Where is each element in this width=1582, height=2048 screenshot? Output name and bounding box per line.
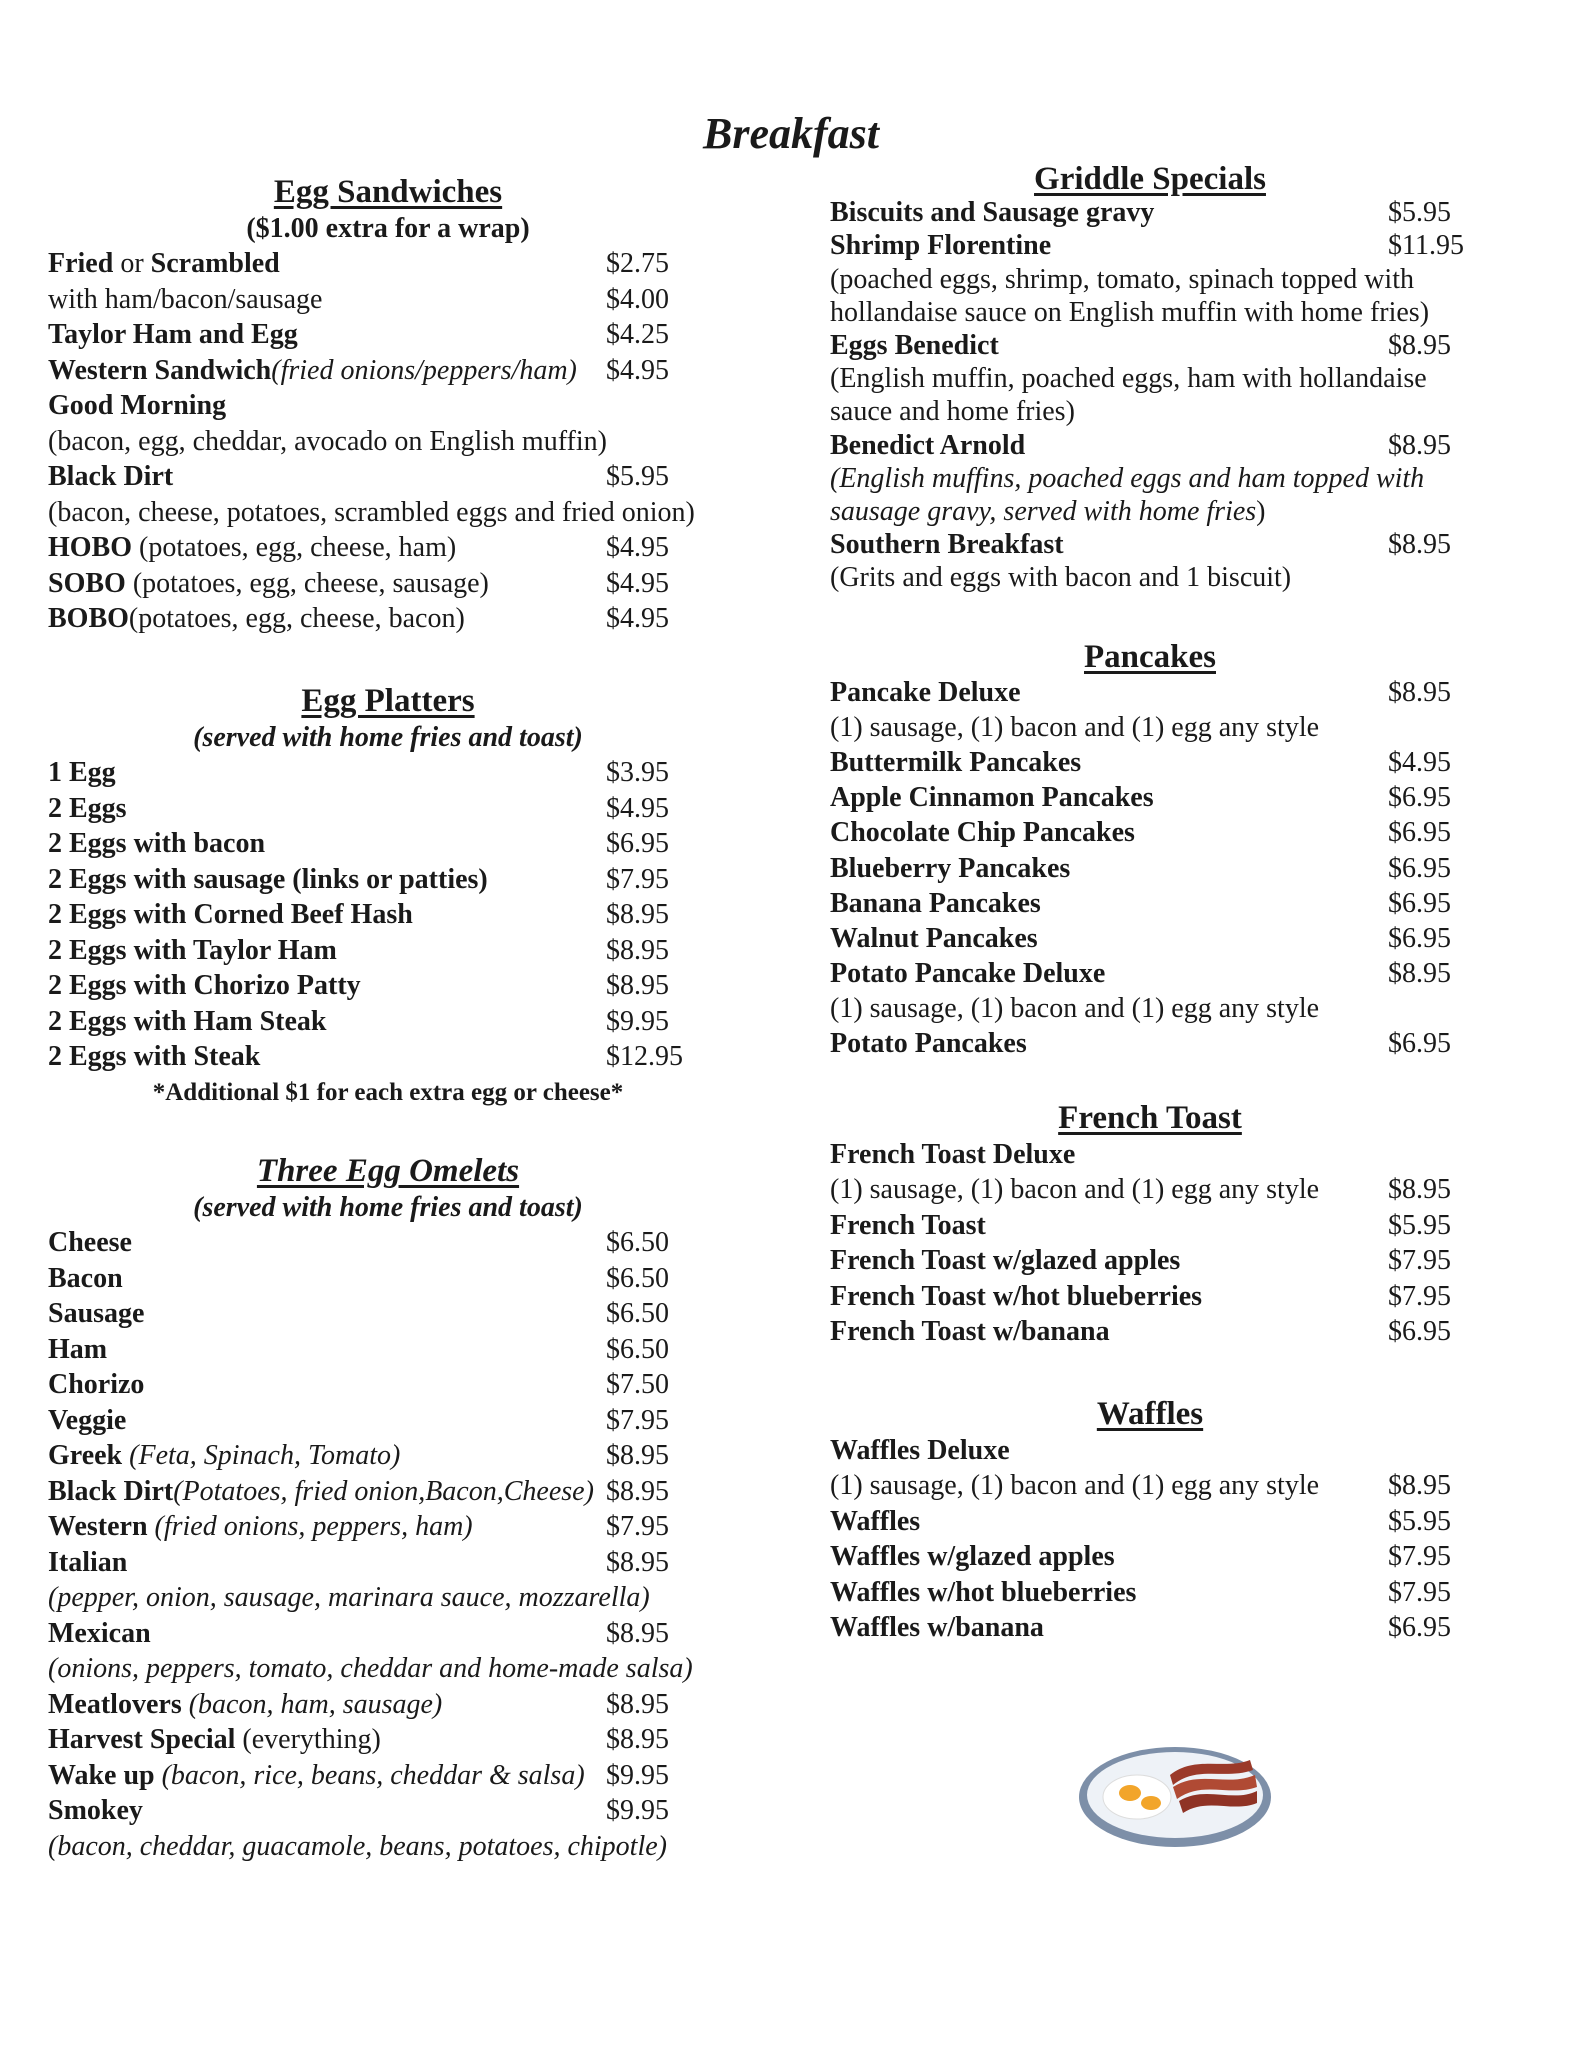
- item-price: $7.95: [606, 1404, 669, 1436]
- section-heading: Griddle Specials: [1034, 161, 1266, 197]
- menu-item-line: [830, 991, 1470, 1026]
- menu-item-line: [48, 1039, 728, 1075]
- item-name: HOBO: [48, 532, 133, 563]
- menu-item-line: [48, 353, 728, 389]
- item-name: French Toast w/hot blueberries: [830, 1280, 1203, 1312]
- item-name: Waffles w/hot blueberries: [830, 1576, 1137, 1608]
- menu-item-line: [830, 462, 1470, 495]
- item-name: French Toast w/glazed apples: [830, 1245, 1181, 1276]
- item-description: (onions, peppers, tomato, cheddar and home-made salsa): [48, 1653, 693, 1684]
- item-description: or: [113, 248, 151, 279]
- item-price: $7.95: [606, 1511, 669, 1542]
- section-subtitle: (served with home fries and toast): [193, 721, 583, 753]
- item-price: $6.95: [1388, 782, 1451, 814]
- item-price: $6.95: [1388, 1612, 1451, 1643]
- item-name: Taylor Ham and Egg: [48, 319, 298, 350]
- item-price: $11.95: [1388, 230, 1464, 262]
- item-price: $6.95: [1388, 887, 1451, 919]
- menu-item-line: [48, 1651, 728, 1687]
- item-name: 2 Eggs with bacon: [48, 828, 266, 859]
- menu-item-line: [830, 429, 1470, 462]
- menu-item-line: [48, 1332, 728, 1368]
- menu-item-line: [48, 530, 728, 566]
- menu-item-line: [830, 1610, 1470, 1646]
- item-price: $7.95: [1388, 1541, 1451, 1572]
- section-heading: Three Egg Omelets: [256, 1153, 520, 1189]
- item-name: Wake up: [48, 1759, 155, 1791]
- item-description: (bacon, egg, cheddar, avocado on English muffin): [48, 425, 607, 457]
- item-price: $5.95: [606, 461, 669, 492]
- item-name: Potato Pancakes: [830, 1028, 1027, 1060]
- item-name: Cheese: [48, 1227, 132, 1258]
- menu-item-line: [830, 528, 1470, 561]
- item-price: $4.95: [606, 532, 669, 563]
- item-name: Waffles: [830, 1505, 921, 1537]
- item-description: (Feta, Spinach, Tomato): [122, 1440, 401, 1471]
- item-description: (fried onions/peppers/ham): [271, 354, 577, 386]
- menu-item-line: [48, 1829, 728, 1865]
- menu-item-line: [830, 1279, 1470, 1315]
- item-description: (potatoes, egg, cheese, ham): [132, 532, 457, 563]
- item-name: 2 Eggs: [48, 792, 127, 824]
- item-name: Harvest Special: [48, 1724, 236, 1755]
- menu-item-line: [48, 495, 728, 531]
- menu-item-line: [830, 851, 1470, 886]
- item-price: $5.95: [1388, 1505, 1451, 1537]
- item-name: French Toast w/banana: [830, 1316, 1110, 1347]
- item-price: $7.95: [1388, 1280, 1451, 1312]
- menu-item-line: [830, 1137, 1470, 1173]
- item-name: Banana Pancakes: [830, 887, 1041, 919]
- item-price: $4.00: [606, 283, 669, 315]
- item-price: $8.95: [1388, 330, 1451, 362]
- item-description: (bacon, ham, sausage): [181, 1688, 443, 1720]
- item-name: Western: [48, 1511, 148, 1542]
- item-description: (everything): [235, 1724, 381, 1755]
- section-heading: Egg Platters: [301, 683, 475, 719]
- menu-item-line: [48, 862, 728, 898]
- menu-item-line: [830, 710, 1470, 745]
- item-price: $8.95: [1388, 957, 1451, 989]
- item-price: $4.95: [606, 354, 669, 386]
- menu-item-line: [830, 1314, 1470, 1350]
- menu-item-line: [830, 296, 1470, 329]
- menu-item-line: [48, 1616, 728, 1652]
- item-name: Chocolate Chip Pancakes: [830, 817, 1135, 849]
- item-name: Fried: [48, 248, 114, 279]
- item-price: $6.50: [606, 1227, 669, 1258]
- item-name: Blueberry Pancakes: [830, 852, 1071, 884]
- item-price: $6.50: [606, 1262, 669, 1294]
- item-name: Southern Breakfast: [830, 529, 1064, 561]
- item-name: Walnut Pancakes: [830, 922, 1038, 954]
- menu-item-line: [48, 459, 728, 495]
- section-heading: Waffles: [1096, 1396, 1204, 1432]
- menu-item-line: [48, 1367, 728, 1403]
- menu-item-line: [48, 1438, 728, 1474]
- menu-item-line: [830, 780, 1470, 815]
- section-heading: Egg Sandwiches: [273, 174, 503, 210]
- menu-item-line: [830, 561, 1470, 594]
- item-name: Ham: [48, 1333, 108, 1365]
- item-name: 1 Egg: [48, 757, 116, 788]
- menu-item-line: [830, 362, 1470, 395]
- item-name: Black Dirt: [48, 461, 174, 492]
- item-price: $8.95: [606, 1617, 669, 1649]
- item-price: $7.95: [1388, 1245, 1451, 1276]
- menu-item-line: [48, 601, 728, 637]
- menu-item-line: [830, 229, 1470, 262]
- item-name: Potato Pancake Deluxe: [830, 957, 1106, 989]
- section-griddle-specials: [830, 163, 1470, 595]
- item-name: Pancake Deluxe: [830, 677, 1021, 709]
- item-price: $7.50: [606, 1369, 669, 1400]
- menu-item-line: [830, 1468, 1470, 1504]
- item-name: Greek: [48, 1440, 123, 1471]
- menu-item-line: [830, 921, 1470, 956]
- item-description: (pepper, onion, sausage, marinara sauce, mozzarella): [48, 1582, 650, 1613]
- item-name: Benedict Arnold: [830, 429, 1026, 461]
- menu-item-line: [830, 1575, 1470, 1611]
- menu-item-line: [48, 317, 728, 353]
- menu-item-line: [830, 196, 1470, 229]
- item-price: $6.95: [1388, 852, 1451, 884]
- item-description: sauce and home fries): [830, 396, 1075, 428]
- item-price: $8.95: [1388, 529, 1451, 561]
- item-name: Shrimp Florentine: [830, 230, 1052, 262]
- item-price: $5.95: [1388, 1209, 1451, 1241]
- item-price: $8.95: [1388, 1174, 1451, 1205]
- menu-item-line: [48, 1403, 728, 1439]
- item-name: Waffles Deluxe: [830, 1434, 1010, 1466]
- item-price: $3.95: [606, 757, 669, 788]
- item-price: $6.50: [606, 1298, 669, 1329]
- section-french-toast: [830, 1101, 1470, 1350]
- item-name: 2 Eggs with sausage (links or patties): [48, 863, 488, 895]
- menu-item-line: [48, 1225, 728, 1261]
- item-name: Black Dirt: [48, 1475, 174, 1507]
- item-name: Eggs Benedict: [830, 330, 999, 362]
- menu-item-line: [48, 1687, 728, 1723]
- item-price: $8.95: [606, 1440, 669, 1471]
- menu-item-line: [48, 897, 728, 933]
- menu-item-line: [830, 1243, 1470, 1279]
- section-pancakes: [830, 640, 1470, 1061]
- menu-item-line: [830, 675, 1470, 710]
- menu-item-line: [48, 1722, 728, 1758]
- item-name: Waffles w/glazed apples: [830, 1541, 1115, 1572]
- menu-item-line: [48, 968, 728, 1004]
- menu-item-line: [830, 329, 1470, 362]
- item-price: $7.95: [1388, 1576, 1451, 1608]
- menu-item-line: [830, 263, 1470, 296]
- menu-item-line: [830, 395, 1470, 428]
- item-price: $4.25: [606, 319, 669, 350]
- item-description: hollandaise sauce on English muffin with home fries): [830, 296, 1430, 328]
- item-name: French Toast: [830, 1209, 986, 1241]
- item-name: SOBO: [48, 567, 126, 599]
- item-price: $6.95: [606, 828, 669, 859]
- item-price: $9.95: [606, 1795, 669, 1826]
- item-description: (1) sausage, (1) bacon and (1) egg any style: [830, 1174, 1320, 1205]
- item-price: $4.95: [606, 792, 669, 824]
- menu-item-line: [48, 1758, 728, 1794]
- eggs-and-bacon-plate-image: [1075, 1735, 1275, 1855]
- item-price: $6.95: [1388, 1028, 1451, 1060]
- item-name: 2 Eggs with Ham Steak: [48, 1005, 327, 1037]
- item-description: (bacon, rice, beans, cheddar & salsa): [154, 1759, 585, 1791]
- section-note: *Additional $1 for each extra egg or cheese*: [152, 1078, 624, 1106]
- item-name: Scrambled: [150, 248, 280, 279]
- item-price: $8.95: [1388, 1470, 1451, 1501]
- item-name: Western Sandwich: [48, 354, 272, 386]
- item-price: $8.95: [1388, 677, 1451, 709]
- item-description: (potatoes, egg, cheese, sausage): [125, 567, 489, 599]
- section-subtitle: ($1.00 extra for a wrap): [246, 212, 530, 244]
- item-price: $8.95: [1388, 429, 1451, 461]
- menu-item-line: [830, 1539, 1470, 1575]
- item-name: Waffles w/banana: [830, 1612, 1044, 1643]
- item-description: (Grits and eggs with bacon and 1 biscuit): [830, 562, 1292, 594]
- menu-item-line: [830, 815, 1470, 850]
- item-name: 2 Eggs with Corned Beef Hash: [48, 899, 413, 930]
- menu-item-line: [48, 1474, 728, 1510]
- menu-item-line: [48, 1004, 728, 1040]
- item-description: (1) sausage, (1) bacon and (1) egg any style: [830, 1470, 1320, 1501]
- item-price: $6.95: [1388, 922, 1451, 954]
- item-name: Good Morning: [48, 390, 227, 421]
- item-name: Biscuits and Sausage gravy: [830, 197, 1155, 229]
- item-price: $8.95: [606, 899, 669, 930]
- item-price: $12.95: [606, 1041, 683, 1072]
- item-description: ): [1256, 496, 1266, 528]
- section-three-egg-omelets: [48, 1154, 728, 1864]
- item-name: 2 Eggs with Chorizo Patty: [48, 970, 361, 1001]
- item-name: 2 Eggs with Steak: [48, 1041, 261, 1072]
- item-price: $9.95: [606, 1759, 669, 1791]
- menu-item-line: [830, 745, 1470, 780]
- menu-item-line: [830, 1172, 1470, 1208]
- section-waffles: [830, 1397, 1470, 1646]
- item-description: (English muffins, poached eggs and ham topped with: [830, 462, 1425, 494]
- item-name: Mexican: [48, 1617, 151, 1649]
- item-name: BOBO: [48, 603, 129, 634]
- item-price: $8.95: [606, 1688, 669, 1720]
- item-description: sausage gravy, served with home fries: [830, 496, 1257, 528]
- menu-item-line: [830, 1433, 1470, 1469]
- item-price: $6.50: [606, 1333, 669, 1365]
- item-description: (potatoes, egg, cheese, bacon): [128, 603, 465, 634]
- item-description: (1) sausage, (1) bacon and (1) egg any style: [830, 992, 1320, 1024]
- menu-item-line: [48, 1296, 728, 1332]
- menu-item-line: [830, 1504, 1470, 1540]
- menu-item-line: [48, 1793, 728, 1829]
- item-description: (bacon, cheese, potatoes, scrambled eggs and fried onion): [48, 496, 695, 528]
- item-price: $8.95: [606, 1475, 669, 1507]
- item-name: Meatlovers: [48, 1688, 182, 1720]
- item-name: Chorizo: [48, 1369, 145, 1400]
- item-description: (English muffin, poached eggs, ham with hollandaise: [830, 363, 1427, 395]
- menu-item-line: [48, 1545, 728, 1581]
- item-price: $5.95: [1388, 197, 1451, 229]
- item-name: Veggie: [48, 1404, 127, 1436]
- menu-item-line: [830, 1026, 1470, 1061]
- item-description: (Potatoes, fried onion,Bacon,Cheese): [173, 1475, 594, 1507]
- item-name: Smokey: [48, 1795, 143, 1826]
- item-description: (1) sausage, (1) bacon and (1) egg any style: [830, 712, 1320, 744]
- menu-item-line: [48, 388, 728, 424]
- menu-item-line: [830, 1208, 1470, 1244]
- item-price: $8.95: [606, 934, 669, 966]
- menu-item-line: [48, 282, 728, 318]
- item-description: (bacon, cheddar, guacamole, beans, potatoes, chipotle): [48, 1830, 667, 1862]
- item-price: $8.95: [606, 1724, 669, 1755]
- item-price: $4.95: [1388, 747, 1451, 779]
- item-price: $8.95: [606, 970, 669, 1001]
- section-subtitle: (served with home fries and toast): [193, 1191, 583, 1223]
- menu-title: Breakfast: [703, 109, 879, 158]
- item-description: (poached eggs, shrimp, tomato, spinach topped with: [830, 263, 1414, 295]
- item-description: (fried onions, peppers, ham): [147, 1511, 473, 1542]
- section-heading: Pancakes: [1084, 639, 1216, 675]
- menu-item-line: [48, 933, 728, 969]
- menu-item-line: [48, 1509, 728, 1545]
- item-name: 2 Eggs with Taylor Ham: [48, 934, 337, 966]
- menu-item-line: [48, 826, 728, 862]
- item-price: $7.95: [606, 863, 669, 895]
- item-price: $4.95: [606, 567, 669, 599]
- menu-item-line: [48, 246, 728, 282]
- item-name: Italian: [48, 1546, 128, 1578]
- item-price: $9.95: [606, 1005, 669, 1037]
- menu-item-line: [48, 755, 728, 791]
- item-name: Sausage: [48, 1298, 145, 1329]
- menu-item-line: [48, 1261, 728, 1297]
- item-name: Bacon: [48, 1262, 123, 1294]
- item-price: $2.75: [606, 248, 669, 279]
- item-name: Buttermilk Pancakes: [830, 747, 1082, 779]
- section-heading: French Toast: [1058, 1100, 1242, 1136]
- item-price: $4.95: [606, 603, 669, 634]
- menu-item-line: [830, 886, 1470, 921]
- menu-item-line: [48, 566, 728, 602]
- section-egg-platters: [48, 684, 728, 1110]
- menu-item-line: [48, 791, 728, 827]
- section-egg-sandwiches: [48, 175, 728, 637]
- item-description: with ham/bacon/sausage: [48, 283, 323, 315]
- menu-item-line: [48, 424, 728, 460]
- item-name: Apple Cinnamon Pancakes: [830, 782, 1154, 814]
- menu-item-line: [830, 956, 1470, 991]
- item-price: $8.95: [606, 1546, 669, 1578]
- item-price: $6.95: [1388, 1316, 1451, 1347]
- menu-item-line: [830, 495, 1470, 528]
- item-price: $6.95: [1388, 817, 1451, 849]
- item-name: French Toast Deluxe: [830, 1138, 1076, 1170]
- menu-item-line: [48, 1580, 728, 1616]
